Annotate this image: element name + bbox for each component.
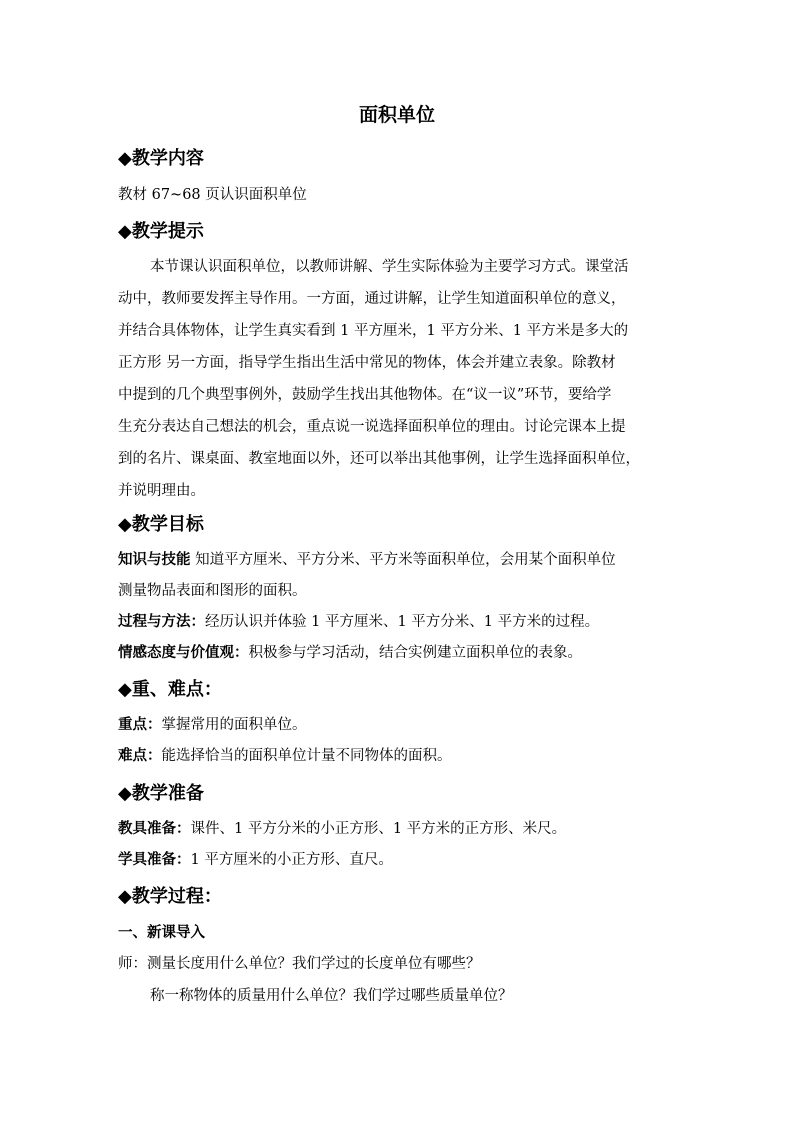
difficult-point: [118, 745, 452, 767]
difficult-point-label: 难点：: [118, 747, 162, 764]
section-heading-goals: ◆教学目标: [118, 514, 204, 535]
hint-line: 本节课认识面积单位，以教师讲解、学生实际体验为主要学习方式。课堂活: [150, 259, 629, 275]
section-heading-content: ◆教学内容: [118, 148, 204, 169]
hint-line: 动中，教师要发挥主导作用。一方面，通过讲解，让学生知道面积单位的意义，: [118, 291, 626, 307]
section-heading-preparation: ◆教学准备: [118, 783, 204, 804]
goal-process-text: 经历认识并体验 1 平方厘米、1 平方分米、1 平方米的过程。: [205, 614, 600, 630]
goal-process: [118, 611, 599, 633]
section-heading-process: ◆教学过程：: [118, 886, 222, 907]
process-sub-heading: 一、新课导入: [118, 924, 205, 941]
process-line: 称一称物体的质量用什么单位？我们学过哪些质量单位？: [150, 988, 513, 1004]
page-title: 面积单位: [358, 104, 435, 126]
goal-emotion: [118, 642, 582, 664]
student-preparation-label: 学具准备：: [118, 851, 191, 868]
hint-line: 中提到的几个典型事例外，鼓励学生找出其他物体。在“议一议”环节，要给学: [118, 387, 612, 403]
goal-knowledge-text: 知道平方厘米、平方分米、平方米等面积单位，会用某个面积单位: [190, 552, 616, 568]
key-point: [118, 714, 307, 736]
goal-emotion-text: 积极参与学习活动，结合实例建立面积单位的表象。: [248, 645, 582, 661]
section-heading-key-points: ◆重、难点：: [118, 679, 222, 700]
hint-line: 并结合具体物体，让学生真实看到 1 平方厘米，1 平方分米、1 平方米是多大的: [118, 323, 629, 339]
process-line: 师：测量长度用什么单位？我们学过的长度单位有哪些？: [118, 956, 481, 972]
goal-process-label: 过程与方法：: [118, 613, 205, 630]
teacher-preparation: [118, 818, 566, 840]
hint-line: 正方形 另一方面，指导学生指出生活中常见的物体，体会并建立表象。除教材: [118, 355, 616, 371]
teacher-preparation-text: 课件、1 平方分米的小正方形、1 平方米的正方形、米尺。: [190, 821, 567, 837]
hint-line: 生充分表达自己想法的机会，重点说一说选择面积单位的理由。讨论完课本上提: [118, 419, 626, 435]
teacher-preparation-label: 教具准备：: [118, 820, 191, 837]
student-preparation-text: 1 平方厘米的小正方形、直尺。: [190, 852, 393, 868]
hint-line: 并说明理由。: [118, 483, 205, 499]
hint-line: 到的名片、课桌面、教室地面以外，还可以举出其他事例，让学生选择面积单位，: [118, 451, 640, 467]
goal-knowledge-text-2: 测量物品表面和图形的面积。: [118, 583, 307, 599]
key-point-text: 掌握常用的面积单位。: [161, 717, 307, 733]
section-heading-hint: ◆教学提示: [118, 221, 204, 242]
difficult-point-text: 能选择恰当的面积单位计量不同物体的面积。: [161, 748, 452, 764]
content-text: 教材 67~68 页认识面积单位: [118, 187, 307, 203]
student-preparation: [118, 849, 393, 871]
goal-emotion-label: 情感态度与价值观：: [118, 644, 249, 661]
goal-knowledge: [118, 549, 616, 571]
key-point-label: 重点：: [118, 716, 162, 733]
goal-knowledge-label: 知识与技能: [118, 551, 191, 568]
